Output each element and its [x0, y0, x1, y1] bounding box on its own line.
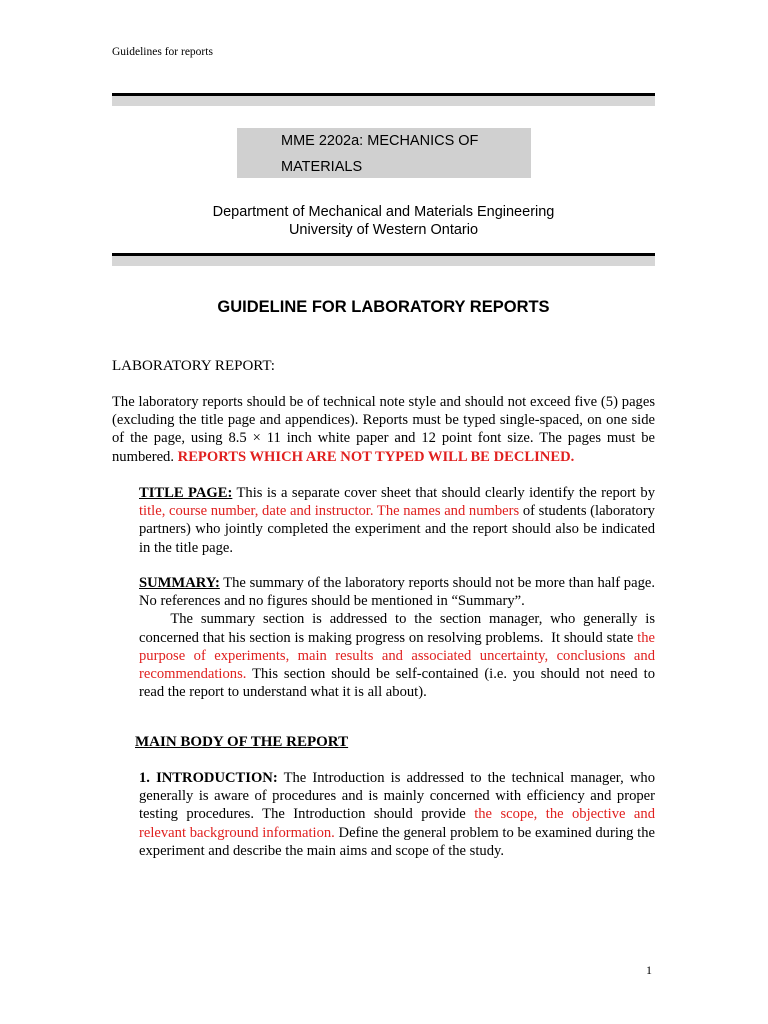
main-body-heading-text: MAIN BODY OF THE REPORT	[135, 734, 349, 750]
course-title-box	[237, 128, 531, 178]
introduction-text-1: The Introduction is addressed to the technical manager, who generally is aware of procedures and is mainly concerned with efficiency and proper testing procedures. The Introduction should provide	[139, 770, 655, 823]
introduction-text-2: Define the general problem to be examined during the experiment and describe the main aims and scope of the study.	[139, 824, 656, 859]
introduction-highlight: the scope, the objective and relevant background information.	[139, 806, 655, 841]
department-name: Department of Mechanical and Materials Engineering	[212, 204, 555, 220]
lab-report-text: The laboratory reports should be of technical note style and should not exceed five (5) pages (excluding the title page and appendices). Reports must be typed single-spaced, on one side of the page, using 8.5 × 11 inch white paper and 12 point font size. The pages must be numbered.	[112, 394, 655, 465]
typed-warning: REPORTS WHICH ARE NOT TYPED WILL BE DECLINED.	[177, 448, 575, 465]
course-title-line2: MATERIALS	[281, 159, 363, 175]
university-name: University of Western Ontario	[288, 222, 479, 238]
summary-paragraph	[139, 574, 659, 701]
main-body-heading	[135, 734, 348, 751]
lab-report-paragraph	[112, 393, 655, 466]
summary-highlight: the purpose of experiments, main results and associated uncertainty, conclusions and recommendations.	[139, 629, 655, 683]
title-page-paragraph	[139, 484, 655, 557]
running-header: Guidelines for reports	[112, 46, 213, 58]
top-rule	[112, 93, 655, 106]
lab-report-heading: LABORATORY REPORT:	[112, 358, 275, 374]
bottom-rule	[112, 253, 655, 266]
summary-text-3: This section should be self-contained (i.e. you should not need to read the report to understand what it is all about).	[139, 666, 655, 701]
title-page-text-1: This is a separate cover sheet that should clearly identify the report by	[232, 485, 655, 501]
title-page-highlight: title, course number, date and instructor. The names and numbers	[139, 503, 520, 520]
summary-text-2: The summary section is addressed to the section manager, who generally is concerned that his section is making progress on resolving problems. It should state	[139, 611, 659, 646]
introduction-label: 1. INTRODUCTION:	[139, 770, 278, 786]
title-page-text-2: of students (laboratory partners) who jointly completed the experiment and the report should also be indicated in the title page.	[139, 503, 655, 556]
summary-label: SUMMARY:	[139, 575, 220, 591]
summary-text-1: The summary of the laboratory reports should not be more than half page. No references and no figures should be mentioned in “Summary”.	[139, 575, 655, 610]
title-page-label: TITLE PAGE:	[139, 485, 233, 501]
page-title: GUIDELINE FOR LABORATORY REPORTS	[217, 298, 550, 316]
course-title-line1: MME 2202a: MECHANICS OF	[281, 133, 479, 149]
introduction-paragraph	[139, 769, 655, 860]
page-number: 1	[646, 963, 652, 977]
